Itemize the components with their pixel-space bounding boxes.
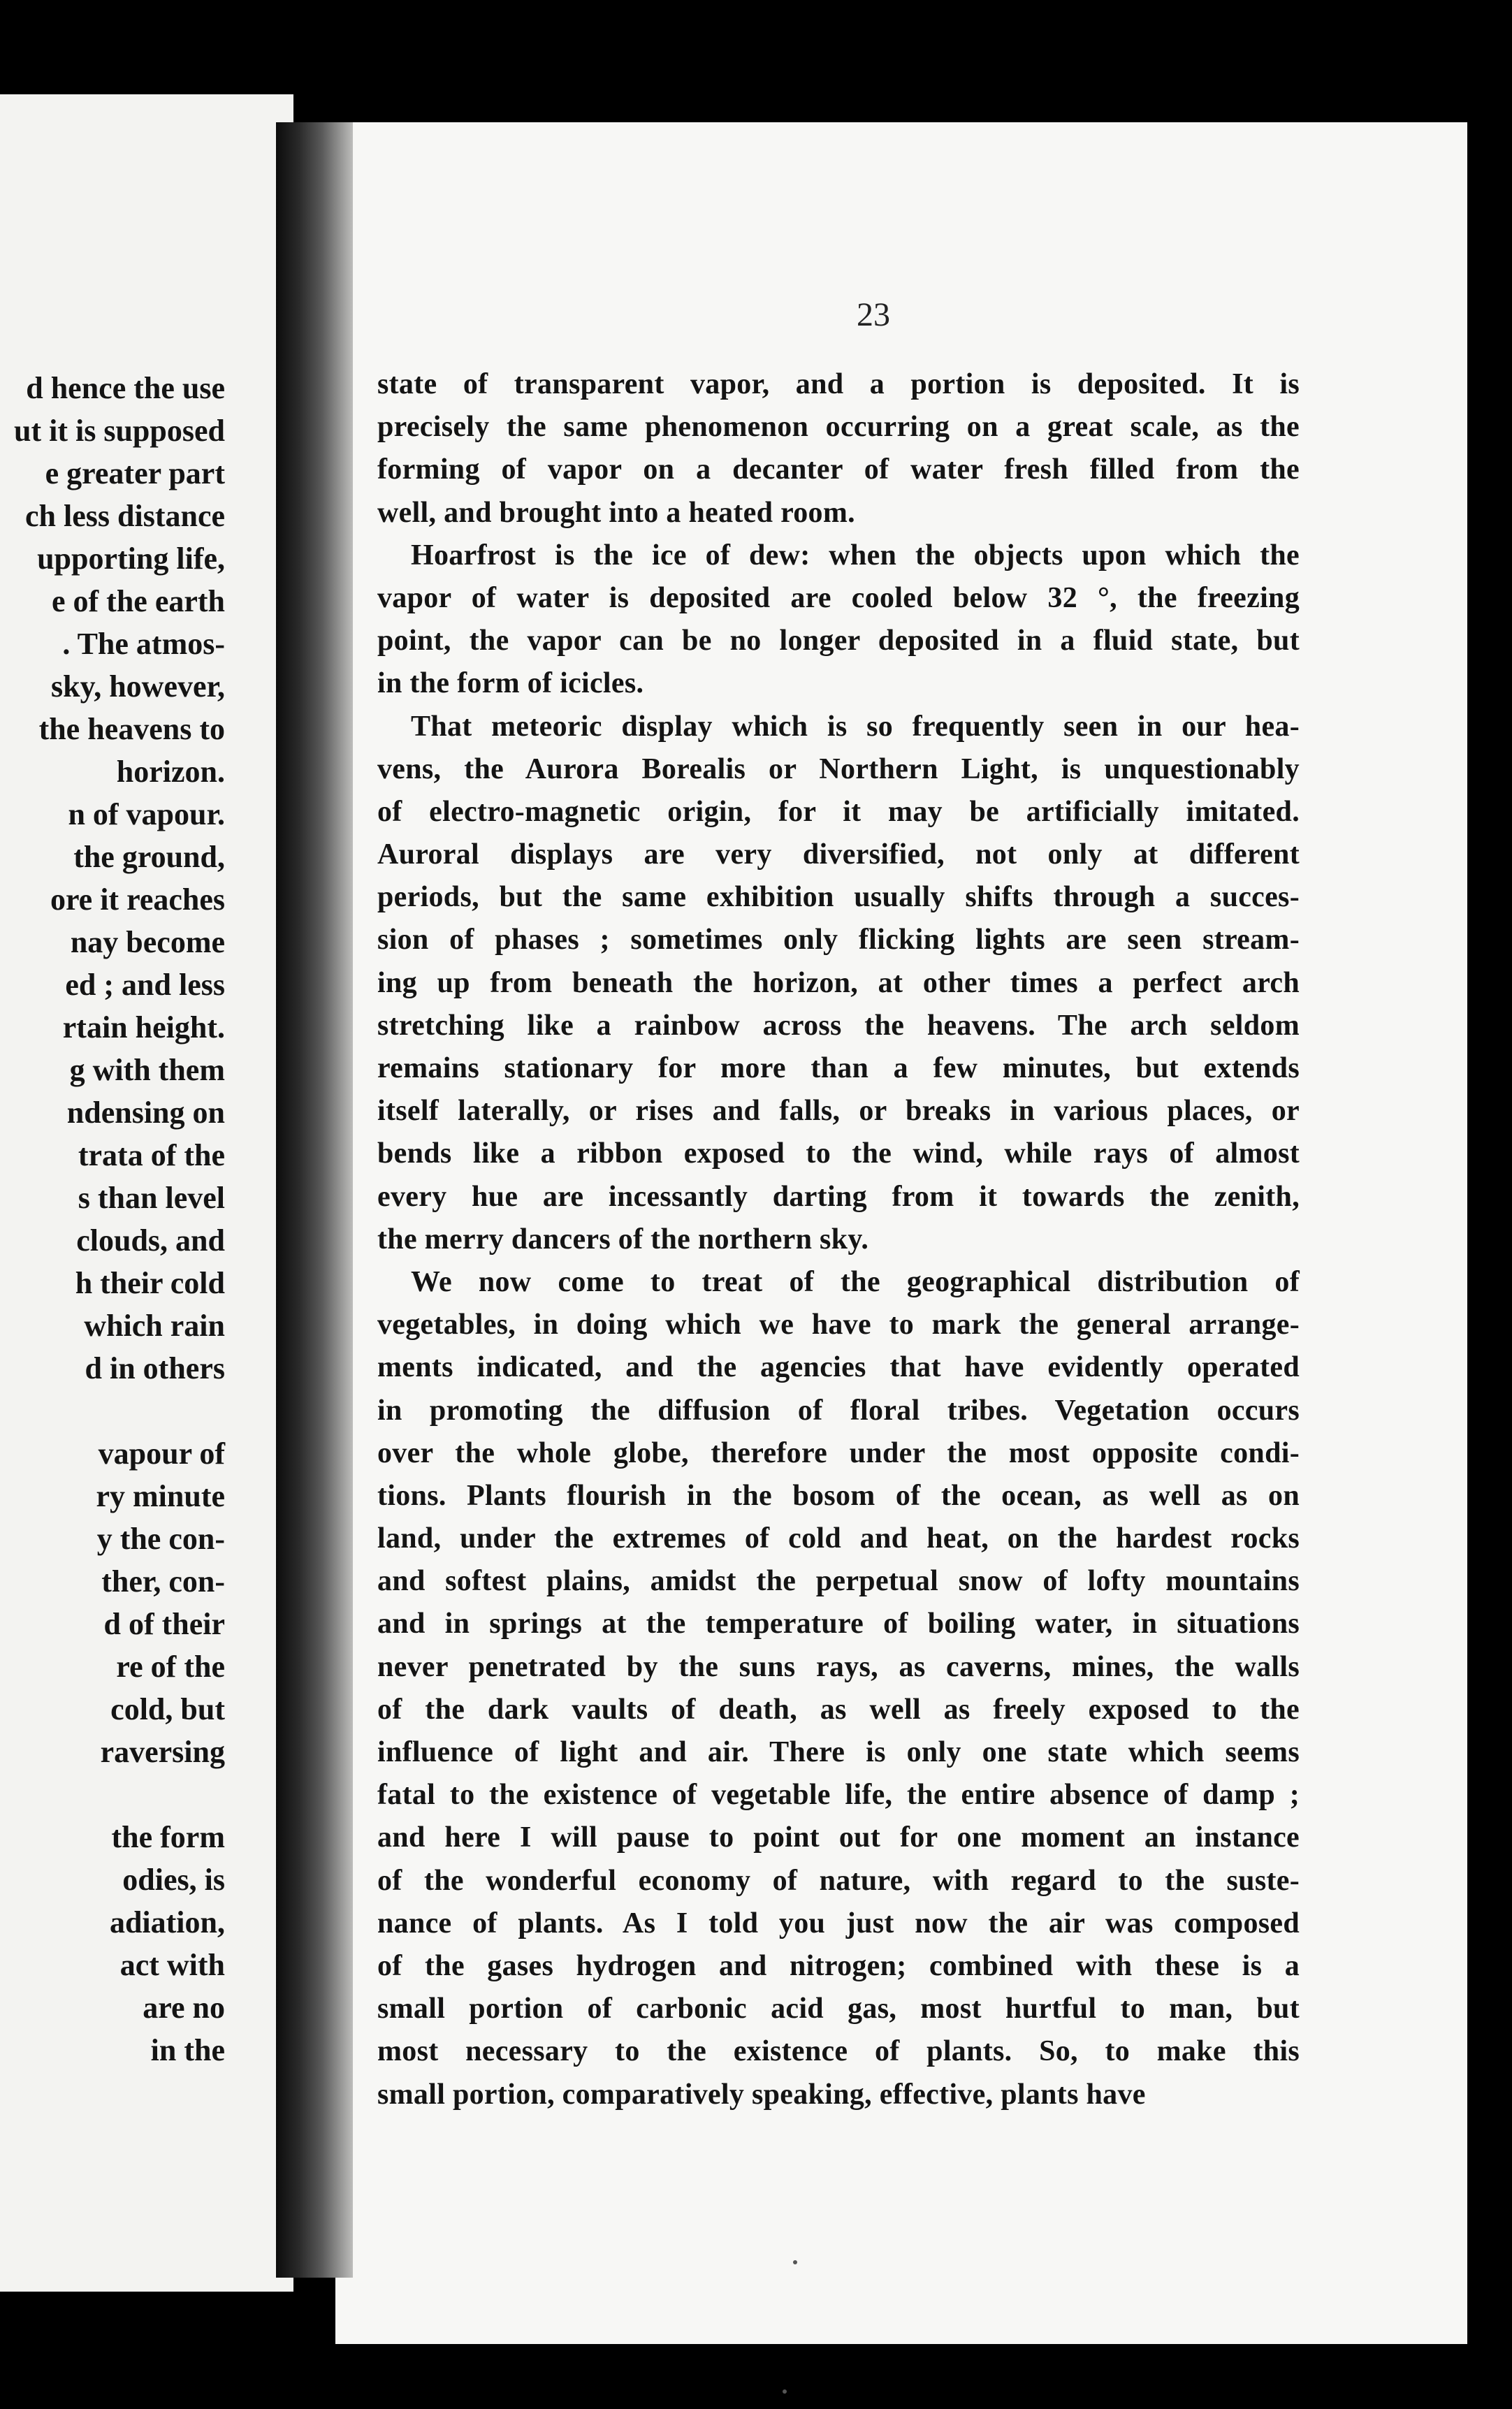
left-page-line: in the xyxy=(150,2033,225,2067)
left-page-line: d hence the use xyxy=(26,371,225,405)
left-page-line: odies, is xyxy=(122,1863,225,1897)
left-page-line: ed ; and less xyxy=(65,968,225,1002)
text-line: vapor of water is deposited are cooled below 32 °, the freezing xyxy=(377,581,1300,614)
text-line: small portion of carbonic acid gas, most hurtful to man, but xyxy=(377,1993,1300,2025)
text-line: well, and brought into a heated room. xyxy=(377,496,855,529)
text-line: nance of plants. As I told you just now the air was composed xyxy=(377,1907,1300,1939)
paragraph xyxy=(377,534,1300,706)
left-page-line: n of vapour. xyxy=(68,797,225,831)
paragraph xyxy=(377,363,1300,534)
paragraph xyxy=(377,1261,1300,2116)
text-line: and in springs at the temperature of boiling water, in situations xyxy=(377,1608,1300,1640)
left-page-line: are no xyxy=(143,1990,225,2025)
left-page-line: nay become xyxy=(70,925,225,959)
text-line: Auroral displays are very diversified, not only at different xyxy=(377,838,1300,871)
left-page-line: d of their xyxy=(103,1607,225,1641)
left-page-line: the ground, xyxy=(73,840,225,874)
text-line: bends like a ribbon exposed to the wind, while rays of almost xyxy=(377,1137,1300,1170)
ink-speck xyxy=(783,2389,787,2394)
text-line: the merry dancers of the northern sky. xyxy=(377,1223,869,1256)
text-line: We now come to treat of the geographical distribution of xyxy=(411,1265,1300,1298)
text-line: over the whole globe, therefore under the most opposite condi- xyxy=(377,1436,1300,1469)
text-line: in the form of icicles. xyxy=(377,667,644,700)
text-line: vens, the Aurora Borealis or Northern Light, is unquestionably xyxy=(377,752,1300,785)
text-line: periods, but the same exhibition usually shifts through a succes- xyxy=(377,881,1300,914)
left-page-line: y the con- xyxy=(96,1522,225,1556)
left-page-line: rtain height. xyxy=(62,1010,225,1045)
left-page-line: . The atmos- xyxy=(62,627,225,661)
left-page-line: g with them xyxy=(69,1053,225,1087)
text-line: point, the vapor can be no longer deposited in a fluid state, but xyxy=(377,625,1300,657)
page-body-text xyxy=(377,363,1300,2116)
text-line: precisely the same phenomenon occurring on a great scale, as the xyxy=(377,411,1300,444)
text-line: sion of phases ; sometimes only flicking lights are seen stream- xyxy=(377,924,1300,956)
left-page-line: the heavens to xyxy=(38,712,225,746)
text-line: most necessary to the existence of plants. So, to make this xyxy=(377,2035,1300,2068)
text-line: ments indicated, and the agencies that have evidently operated xyxy=(377,1351,1300,1384)
left-page-line: e greater part xyxy=(45,456,225,490)
text-line: of the dark vaults of death, as well as freely exposed to the xyxy=(377,1693,1300,1726)
right-page xyxy=(335,122,1467,2344)
left-page-line: re of the xyxy=(116,1650,225,1684)
left-page-line: ch less distance xyxy=(25,499,225,533)
text-line: in promoting the diffusion of floral tribes. Vegetation occurs xyxy=(377,1394,1300,1427)
text-line: itself laterally, or rises and falls, or breaks in various places, or xyxy=(377,1095,1300,1128)
text-line: forming of vapor on a decanter of water fresh filled from the xyxy=(377,453,1300,486)
left-page-line: adiation, xyxy=(109,1905,225,1939)
left-facing-page xyxy=(0,94,293,2292)
text-line: influence of light and air. There is only one state which seems xyxy=(377,1736,1300,1768)
left-page-line: upporting life, xyxy=(37,541,225,576)
text-line: That meteoric display which is so frequently seen in our hea- xyxy=(411,710,1300,743)
text-line: fatal to the existence of vegetable life, the entire absence of damp ; xyxy=(377,1779,1300,1812)
text-line: tions. Plants flourish in the bosom of the ocean, as well as on xyxy=(377,1479,1300,1512)
text-line: of the gases hydrogen and nitrogen; combined with these is a xyxy=(377,1949,1300,1982)
left-page-line: d in others xyxy=(85,1351,225,1385)
left-page-line: ther, con- xyxy=(101,1564,225,1599)
left-page-line: cold, but xyxy=(110,1692,225,1726)
left-page-line: vapour of xyxy=(98,1436,225,1471)
book-gutter-shadow xyxy=(276,122,353,2278)
text-line: every hue are incessantly darting from it towards the zenith, xyxy=(377,1180,1300,1213)
left-page-line: ndensing on xyxy=(66,1096,225,1130)
page-number: 23 xyxy=(857,296,890,333)
left-page-line: sky, however, xyxy=(51,669,225,704)
left-page-line: h their cold xyxy=(75,1266,225,1300)
left-page-line: e of the earth xyxy=(51,584,225,618)
left-page-line: clouds, and xyxy=(76,1223,225,1258)
left-page-line xyxy=(14,1390,225,1432)
left-page-line: horizon. xyxy=(116,755,225,789)
left-page-line: raversing xyxy=(100,1735,225,1769)
text-line: small portion, comparatively speaking, effective, plants have xyxy=(377,2078,1146,2111)
left-page-line: trata of the xyxy=(78,1138,225,1172)
left-page-line: act with xyxy=(119,1948,225,1982)
left-page-line: ore it reaches xyxy=(50,882,225,917)
text-line: of electro-magnetic origin, for it may be artificially imitated. xyxy=(377,795,1300,828)
text-line: state of transparent vapor, and a portion is deposited. It is xyxy=(377,368,1300,400)
left-page-line: which rain xyxy=(84,1309,225,1343)
text-line: and here I will pause to point out for one moment an instance xyxy=(377,1821,1300,1854)
text-line: and softest plains, amidst the perpetual snow of lofty mountains xyxy=(377,1565,1300,1598)
text-line: stretching like a rainbow across the heavens. The arch seldom xyxy=(377,1009,1300,1042)
left-page-text-fragments xyxy=(14,367,225,2072)
text-line: vegetables, in doing which we have to mark the general arrange- xyxy=(377,1309,1300,1341)
text-line: ing up from beneath the horizon, at other times a perfect arch xyxy=(377,966,1300,999)
text-line: Hoarfrost is the ice of dew: when the objects upon which the xyxy=(411,539,1300,572)
text-line: never penetrated by the suns rays, as caverns, mines, the walls xyxy=(377,1650,1300,1683)
text-line: land, under the extremes of cold and heat, on the hardest rocks xyxy=(377,1522,1300,1555)
left-page-line: ry minute xyxy=(96,1479,225,1513)
left-page-line: the form xyxy=(111,1820,225,1854)
text-line: remains stationary for more than a few minutes, but extends xyxy=(377,1052,1300,1084)
text-line: of the wonderful economy of nature, with regard to the suste- xyxy=(377,1864,1300,1897)
paragraph xyxy=(377,706,1300,1261)
ink-speck xyxy=(793,2260,797,2264)
left-page-line: ut it is supposed xyxy=(13,414,225,448)
left-page-line: s than level xyxy=(78,1181,225,1215)
left-page-line xyxy=(14,1773,225,1816)
